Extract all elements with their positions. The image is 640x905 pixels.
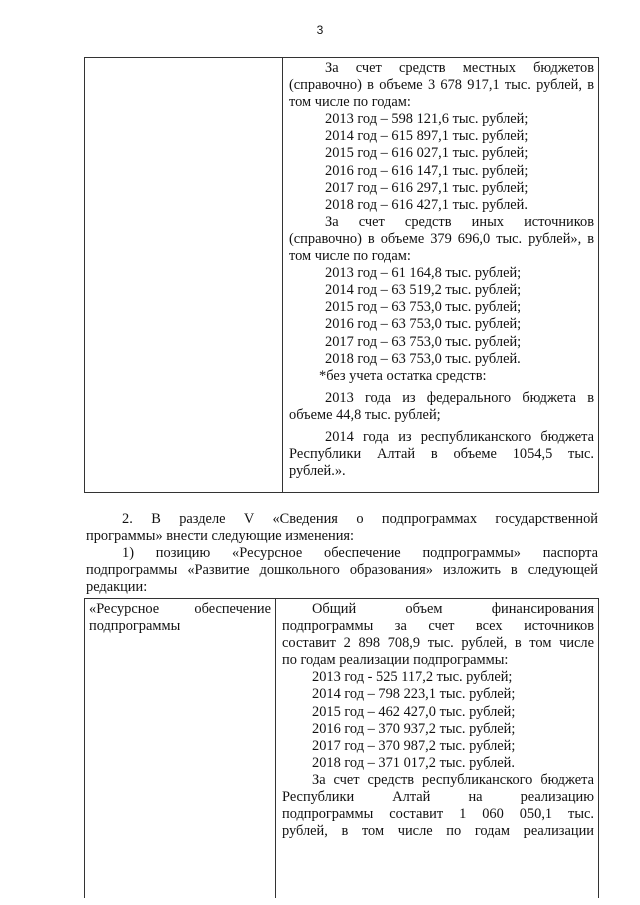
text-line: 2016 год – 63 753,0 тыс. рублей; — [325, 316, 522, 333]
text-line: подпрограммы «Развитие дошкольного образования» изложить в следующей — [86, 562, 598, 578]
text-line: За счет средств республиканского бюджета — [312, 771, 594, 788]
text-line: 2013 год – 598 121,6 тыс. рублей; — [325, 111, 529, 128]
text-line: 2015 год – 462 427,0 тыс. рублей; — [312, 703, 516, 720]
text-line: программы» внести следующие изменения: — [86, 528, 355, 544]
text-line: 2017 год – 370 987,2 тыс. рублей; — [312, 737, 516, 754]
subprogram-resources-table — [84, 598, 599, 898]
text-line: подпрограммы за счет всех источников — [282, 618, 594, 635]
text-line: подпрограммы составит 1 060 050,1 тыс. — [282, 806, 594, 823]
text-line: 2015 год – 616 027,1 тыс. рублей; — [325, 145, 529, 162]
funding-cell — [289, 60, 594, 480]
text-line: (справочно) в объеме 3 678 917,1 тыс. рублей, в — [289, 77, 594, 94]
text-line: 1) позицию «Ресурсное обеспечение подпрограммы» паспорта — [122, 545, 598, 561]
text-line: том числе по годам: — [289, 248, 411, 265]
text-line: 2018 год – 616 427,1 тыс. рублей. — [325, 196, 528, 213]
text-line: 2014 года из республиканского бюджета — [325, 428, 594, 445]
text-line: За счет средств иных источников — [325, 213, 594, 230]
text-line: За счет средств местных бюджетов — [325, 60, 594, 76]
text-line: 2014 год – 63 519,2 тыс. рублей; — [325, 282, 522, 299]
text-line: 2014 год – 798 223,1 тыс. рублей; — [312, 686, 516, 703]
column-divider — [282, 58, 283, 492]
text-line: 2013 год - 525 117,2 тыс. рублей; — [312, 669, 513, 686]
text-line: 2013 года из федерального бюджета в — [325, 389, 594, 406]
page-number: 3 — [316, 23, 324, 37]
amendment-paragraph — [86, 511, 598, 596]
text-line: составит 2 898 708,9 тыс. рублей, в том числе — [282, 635, 594, 652]
text-line: 2016 год – 370 937,2 тыс. рублей; — [312, 720, 516, 737]
text-line: 2017 год – 616 297,1 тыс. рублей; — [325, 179, 529, 196]
text-line: 2018 год – 63 753,0 тыс. рублей. — [325, 350, 521, 367]
text-line: Республики Алтай в объеме 1054,5 тыс. — [289, 446, 594, 463]
text-line: редакции: — [86, 579, 148, 595]
funding-description-cell — [282, 601, 594, 840]
text-line: 2017 год – 63 753,0 тыс. рублей; — [325, 333, 522, 350]
text-line: подпрограммы — [89, 618, 181, 635]
text-line: 2018 год – 371 017,2 тыс. рублей. — [312, 754, 515, 771]
text-line: 2. В разделе V «Сведения о подпрограммах государственной — [122, 511, 598, 527]
text-line: 2015 год – 63 753,0 тыс. рублей; — [325, 299, 522, 316]
text-line: объеме 44,8 тыс. рублей; — [289, 406, 441, 423]
text-line: 2014 год – 615 897,1 тыс. рублей; — [325, 128, 529, 145]
column-divider — [275, 599, 276, 898]
text-line: рублей, в том числе по годам реализации — [282, 823, 594, 840]
text-line: том числе по годам: — [289, 94, 411, 111]
text-line: 2016 год – 616 147,1 тыс. рублей; — [325, 162, 529, 179]
text-line: рублей.». — [289, 463, 346, 480]
position-label-cell — [89, 601, 271, 635]
text-line: 2013 год – 61 164,8 тыс. рублей; — [325, 265, 522, 282]
text-line: Республики Алтай на реализацию — [282, 789, 594, 806]
text-line: «Ресурсное обеспечение — [89, 601, 271, 617]
text-line: Общий объем финансирования — [312, 601, 594, 617]
text-line: по годам реализации подпрограммы: — [282, 652, 509, 669]
text-line: (справочно) в объеме 379 696,0 тыс. рублей», в — [289, 230, 594, 247]
text-line: *без учета остатка средств: — [319, 367, 487, 384]
resources-table-continued — [84, 57, 599, 493]
